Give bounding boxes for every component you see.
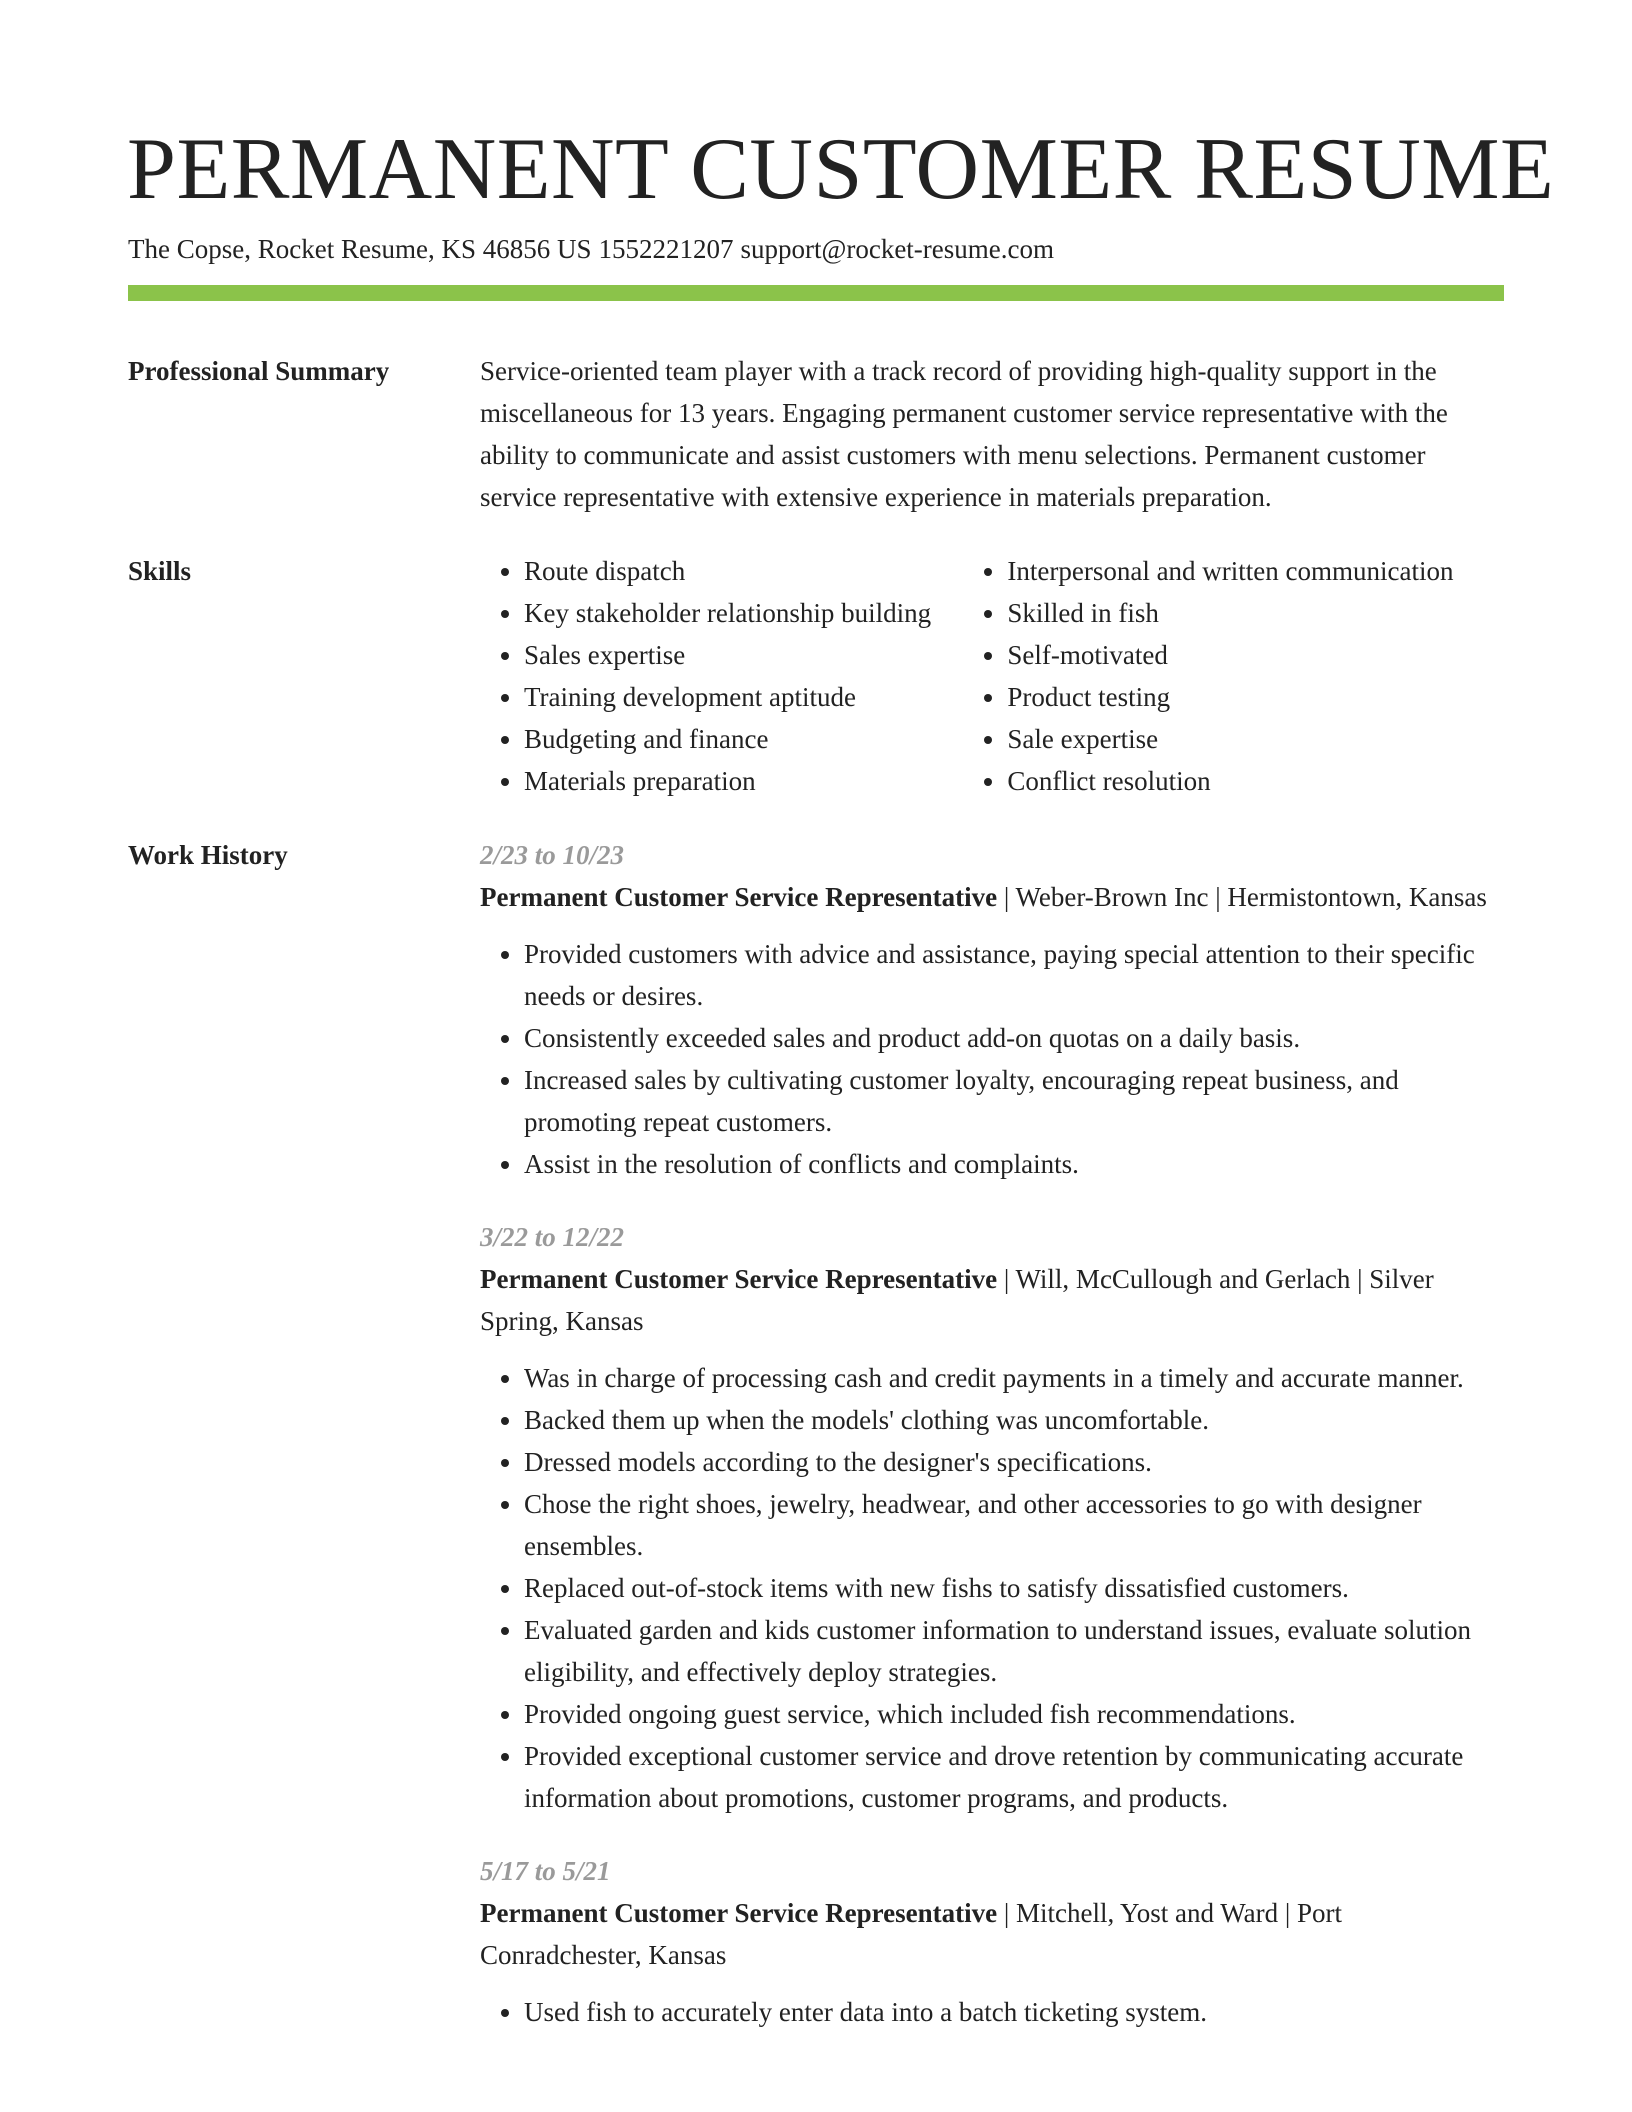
skill-item: • Budgeting and finance [524, 718, 963, 760]
skill-item: • Materials preparation [524, 760, 963, 802]
job-bullet: • Provided ongoing guest service, which included fish recommendations. [524, 1693, 1506, 1735]
job-dates: 2/23 to 10/23 [480, 840, 625, 870]
skill-item: • Route dispatch [524, 550, 963, 592]
job-bullet: • Dressed models according to the designer's specifications. [524, 1441, 1506, 1483]
job-heading [480, 1258, 1506, 1342]
skills-list-left [480, 550, 963, 802]
job-bullet: • Backed them up when the models' clothing was uncomfortable. [524, 1399, 1506, 1441]
resume-name: PERMANENT CUSTOMER RESUME [127, 121, 1555, 218]
job-bullet: • Increased sales by cultivating customer loyalty, encouraging repeat business, and promoting repeat customers. [524, 1059, 1506, 1143]
skills-label: Skills [128, 556, 192, 586]
job-employer-location: | Will, McCullough and Gerlach | Silver Spring, Kansas [480, 1264, 1434, 1336]
skill-item: • Skilled in fish [1007, 592, 1506, 634]
summary-text: Service-oriented team player with a track record of providing high-quality support in the miscellaneous for 13 years. Engaging permanent customer service representative with the ability to communicate and assist customers with menu selections. Permanent customer service representative with extensive experience in materials preparation. [480, 356, 1448, 512]
job-title: Permanent Customer Service Representative [480, 1898, 998, 1928]
skill-item: • Key stakeholder relationship building [524, 592, 963, 634]
skill-item: • Conflict resolution [1007, 760, 1506, 802]
skill-item: • Sales expertise [524, 634, 963, 676]
job-employer-location: | Weber-Brown Inc | Hermistontown, Kansas [1003, 882, 1487, 912]
skills-list-right [963, 550, 1506, 802]
skill-item: • Interpersonal and written communication [1007, 550, 1506, 592]
job-bullet: • Evaluated garden and kids customer information to understand issues, evaluate solution eligibility, and effectively deploy strategies. [524, 1609, 1506, 1693]
job-entry [480, 1216, 1506, 1819]
skills-section [480, 550, 1506, 802]
skill-item: • Product testing [1007, 676, 1506, 718]
job-heading [480, 876, 1506, 918]
job-dates: 3/22 to 12/22 [480, 1222, 625, 1252]
skill-item: • Self-motivated [1007, 634, 1506, 676]
job-bullet: • Consistently exceeded sales and product add-on quotas on a daily basis. [524, 1017, 1506, 1059]
work-history-label: Work History [128, 840, 288, 870]
job-bullet: • Provided exceptional customer service and drove retention by communicating accurate information about promotions, customer programs, and products. [524, 1735, 1506, 1819]
job-bullet: • Was in charge of processing cash and credit payments in a timely and accurate manner. [524, 1357, 1506, 1399]
job-employer-location: | Mitchell, Yost and Ward | Port Conradchester, Kansas [480, 1898, 1343, 1970]
summary-section [480, 350, 1506, 518]
job-bullet: • Used fish to accurately enter data into a batch ticketing system. [524, 1991, 1506, 2033]
job-title: Permanent Customer Service Representative [480, 1264, 998, 1294]
job-dates: 5/17 to 5/21 [480, 1856, 611, 1886]
contact-email: support@rocket-resume.com [740, 234, 1055, 264]
contact-line [128, 231, 1061, 267]
job-bullets [480, 933, 1506, 1185]
job-title: Permanent Customer Service Representative [480, 882, 998, 912]
job-bullet: • Replaced out-of-stock items with new fishs to satisfy dissatisfied customers. [524, 1567, 1506, 1609]
job-bullets [480, 1991, 1506, 2033]
job-entry [480, 1850, 1506, 2033]
work-history-section [480, 834, 1506, 2064]
skill-item: • Training development aptitude [524, 676, 963, 718]
accent-divider [128, 285, 1504, 301]
contact-phone: 1552221207 [598, 234, 734, 264]
job-bullet: • Chose the right shoes, jewelry, headwear, and other accessories to go with designer ensembles. [524, 1483, 1506, 1567]
contact-address: The Copse, Rocket Resume, KS 46856 US [128, 234, 592, 264]
job-bullet: • Assist in the resolution of conflicts and complaints. [524, 1143, 1506, 1185]
summary-label: Professional Summary [128, 356, 390, 386]
job-entry [480, 834, 1506, 1185]
skill-item: • Sale expertise [1007, 718, 1506, 760]
job-bullets [480, 1357, 1506, 1819]
job-heading [480, 1892, 1506, 1976]
job-bullet: • Provided customers with advice and assistance, paying special attention to their specific needs or desires. [524, 933, 1506, 1017]
